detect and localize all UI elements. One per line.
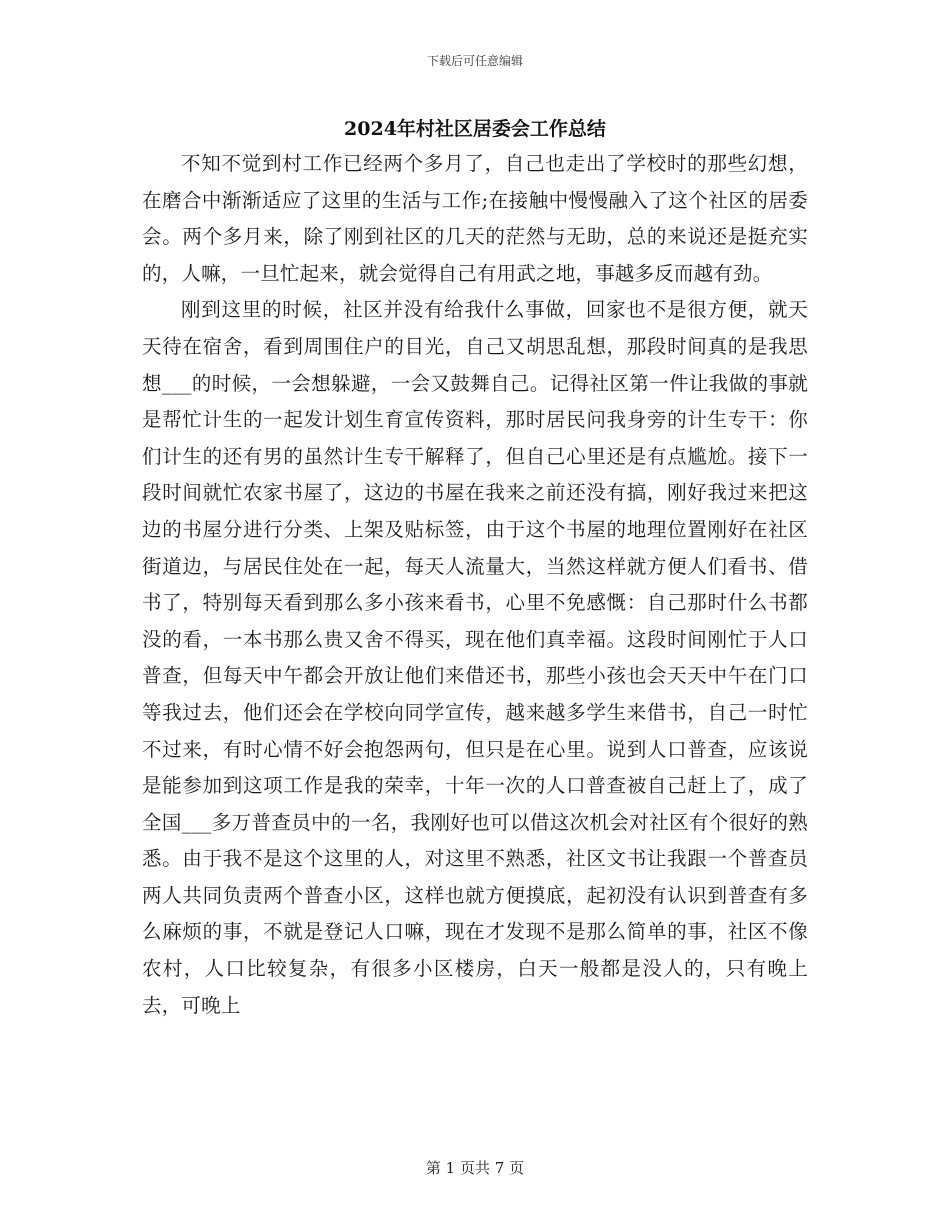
paragraph: 刚到这里的时候，社区并没有给我什么事做，回家也不是很方便，就天天待在宿舍，看到周围住户的目光，自己又胡思乱想，那段时间真的是我思想___的时候，一会想躲避，一会又鼓舞自己。记得社区第一件让我做的事就是帮忙计生的一起发计划生育宣传资料，那时居民问我身旁的计生专干：你们计生的还有男的虽然计生专干解释了，但自己心里还是有点尴尬。接下一段时间就忙农家书屋了，这边的书屋在我来之前还没有搞，刚好我过来把这边的书屋分进行分类、上架及贴标签，由于这个书屋的地理位置刚好在社区街道边，与居民住处在一起，每天人流量大，当然这样就方便人们看书、借书了，特别每天看到那么多小孩来看书，心里不免感慨：自己那时什么书都没的看，一本书那么贵又舍不得买，现在他们真幸福。这段时间刚忙于人口普查，但每天中午都会开放让他们来借还书，那些小孩也会天天中午在门口等我过去，他们还会在学校向同学宣传，越来越多学生来借书，自己一时忙不过来，有时心情不好会抱怨两句，但只是在心里。说到人口普查，应该说是能参加到这项工作是我的荣幸，十年一次的人口普查被自己赶上了，成了全国___多万普查员中的一名，我刚好也可以借这次机会对社区有个很好的熟悉。由于我不是这个这里的人，对这里不熟悉，社区文书让我跟一个普查员两人共同负责两个普查小区，这样也就方便摸底，起初没有认识到普查有多么麻烦的事，不就是登记人口嘛，现在才发现不是那么简单的事，社区不像农村，人口比较复杂，有很多小区楼房，白天一般都是没人的，只有晚上去，可晚上: [142, 298, 808, 1017]
paragraph: 不知不觉到村工作已经两个多月了，自己也走出了学校时的那些幻想，在磨合中渐渐适应了这里的生活与工作;在接触中慢慢融入了这个社区的居委会。两个多月来，除了刚到社区的几天的茫然与无助，总的来说还是挺充实的，人嘛，一旦忙起来，就会觉得自己有用武之地，事越多反而越有劲。: [142, 152, 808, 285]
document-body: [142, 146, 808, 1024]
page-header-note: 下载后可任意编辑: [426, 54, 523, 68]
page-number-footer: 第 1 页共 7 页: [425, 1159, 525, 1177]
document-title: 2024年村社区居委会工作总结: [344, 118, 606, 140]
